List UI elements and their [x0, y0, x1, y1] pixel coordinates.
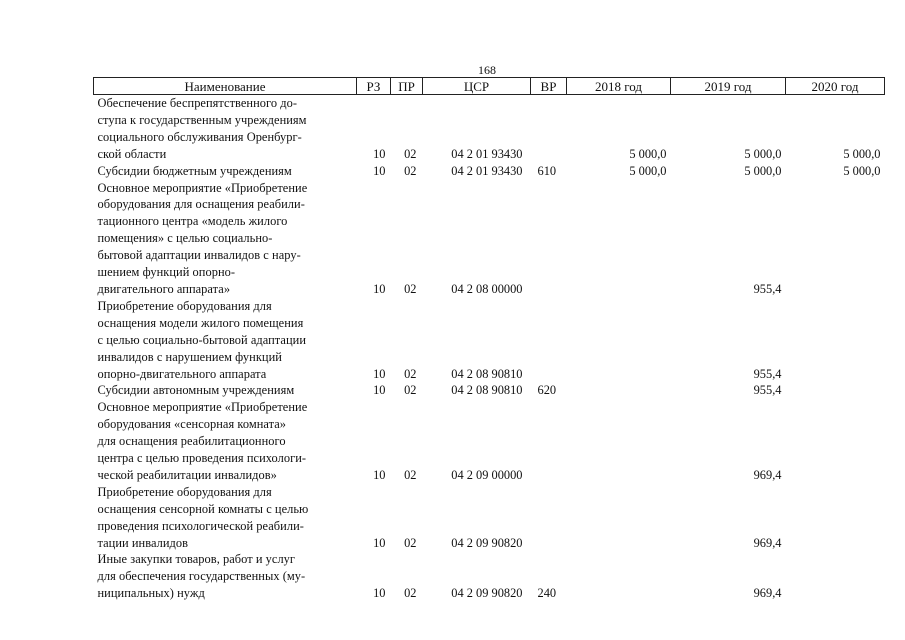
- row-name-line: оборудования «сенсорная комната»: [97, 417, 287, 432]
- cell-pr: 02: [404, 383, 417, 398]
- cell-rz: 10: [373, 281, 386, 296]
- budget-table: [93, 77, 885, 602]
- table-body: [94, 95, 885, 603]
- cell-y2020: [786, 399, 885, 484]
- row-name-line: ческой реабилитации инвалидов»: [97, 467, 277, 482]
- cell-y2020: [786, 551, 885, 602]
- row-name-line: центра с целью проведения психологи-: [97, 451, 307, 466]
- table-row: [94, 180, 885, 298]
- cell-y2019: 5 000,0: [744, 163, 782, 178]
- cell-y2020: [786, 382, 885, 399]
- header-rz: РЗ: [357, 78, 391, 95]
- cell-pr: 02: [404, 467, 417, 482]
- row-name-line: проведения психологической реабили-: [97, 518, 304, 533]
- row-name-line: опорно-двигательного аппарата: [97, 366, 267, 381]
- row-name-line: оснащения сенсорной комнаты с целью: [97, 501, 309, 516]
- cell-csr: 04 2 08 90810: [451, 383, 523, 398]
- cell-csr: 04 2 09 00000: [451, 467, 523, 482]
- cell-csr: 04 2 09 90820: [451, 586, 523, 601]
- cell-y2019: 969,4: [753, 535, 782, 550]
- row-name-line: бытовой адаптации инвалидов с нару-: [97, 248, 301, 263]
- row-name: [94, 399, 357, 484]
- cell-y2018: [567, 180, 671, 298]
- row-name: [94, 298, 357, 383]
- row-name-line: с целью социально-бытовой адаптации: [97, 332, 307, 347]
- row-name-line: ступа к государственным учреждениям: [97, 112, 307, 127]
- header-pr: ПР: [391, 78, 423, 95]
- cell-pr: 02: [404, 146, 417, 161]
- table-row: [94, 399, 885, 484]
- table-row: [94, 484, 885, 552]
- row-name-line: инвалидов с нарушением функций: [97, 349, 282, 364]
- cell-vr: 240: [537, 586, 557, 601]
- row-name-line: Приобретение оборудования для: [97, 484, 272, 499]
- cell-y2019: 955,4: [753, 366, 782, 381]
- row-name-line: социального обслуживания Оренбург-: [97, 129, 302, 144]
- cell-csr: 04 2 09 90820: [451, 535, 523, 550]
- cell-vr: 610: [537, 163, 557, 178]
- cell-y2019: 955,4: [753, 383, 782, 398]
- row-name-line: Субсидии бюджетным учреждениям: [97, 163, 292, 178]
- row-name-line: Приобретение оборудования для: [97, 298, 272, 313]
- cell-y2018: [567, 382, 671, 399]
- cell-vr: 620: [537, 383, 557, 398]
- row-name-line: Субсидии автономным учреждениям: [97, 383, 295, 398]
- row-name-line: для обеспечения государственных (му-: [97, 569, 306, 584]
- row-name-line: Основное мероприятие «Приобретение: [97, 400, 308, 415]
- cell-y2018: [567, 484, 671, 552]
- header-vr: ВР: [531, 78, 567, 95]
- cell-pr: 02: [404, 535, 417, 550]
- row-name: [94, 163, 357, 180]
- cell-csr: 04 2 01 93430: [451, 146, 523, 161]
- cell-rz: 10: [373, 146, 386, 161]
- cell-rz: 10: [373, 467, 386, 482]
- cell-y2018: [567, 399, 671, 484]
- row-name-line: двигательного аппарата»: [97, 281, 231, 296]
- cell-y2019: 955,4: [753, 281, 782, 296]
- cell-pr: 02: [404, 281, 417, 296]
- cell-y2020: 5 000,0: [843, 146, 881, 161]
- cell-vr: [531, 95, 567, 163]
- row-name-line: помещения» с целью социально-: [97, 231, 273, 246]
- row-name-line: ской области: [97, 146, 167, 161]
- cell-y2018: [567, 298, 671, 383]
- row-name: [94, 180, 357, 298]
- table-row: [94, 382, 885, 399]
- cell-y2020: 5 000,0: [843, 163, 881, 178]
- page-number: 168: [478, 63, 496, 77]
- cell-pr: 02: [404, 586, 417, 601]
- cell-y2018: 5 000,0: [629, 146, 667, 161]
- header-2018: 2018 год: [567, 78, 671, 95]
- table-row: [94, 95, 885, 163]
- row-name-line: ниципальных) нужд: [97, 586, 205, 601]
- cell-y2018: 5 000,0: [629, 163, 667, 178]
- row-name-line: Основное мероприятие «Приобретение: [97, 180, 308, 195]
- header-2019: 2019 год: [671, 78, 786, 95]
- row-name-line: Иные закупки товаров, работ и услуг: [97, 552, 296, 567]
- row-name: [94, 484, 357, 552]
- cell-vr: [531, 484, 567, 552]
- header-csr: ЦСР: [423, 78, 531, 95]
- cell-csr: 04 2 08 90810: [451, 366, 523, 381]
- table-row: [94, 298, 885, 383]
- header-name: Наименование: [94, 78, 357, 95]
- row-name-line: тации инвалидов: [97, 535, 189, 550]
- cell-y2018: [567, 551, 671, 602]
- cell-rz: 10: [373, 366, 386, 381]
- cell-y2019: 5 000,0: [744, 146, 782, 161]
- cell-rz: 10: [373, 535, 386, 550]
- row-name: [94, 95, 357, 163]
- cell-rz: 10: [373, 383, 386, 398]
- header-row: [94, 78, 885, 95]
- cell-vr: [531, 298, 567, 383]
- cell-y2019: 969,4: [753, 467, 782, 482]
- cell-pr: 02: [404, 163, 417, 178]
- table-row: [94, 551, 885, 602]
- row-name: [94, 551, 357, 602]
- row-name-line: шением функций опорно-: [97, 265, 236, 280]
- row-name-line: для оснащения реабилитационного: [97, 434, 286, 449]
- budget-table-container: [93, 77, 884, 602]
- cell-y2019: 969,4: [753, 586, 782, 601]
- cell-rz: 10: [373, 163, 386, 178]
- cell-rz: 10: [373, 586, 386, 601]
- row-name-line: оборудования для оснащения реабили-: [97, 197, 305, 212]
- cell-y2020: [786, 484, 885, 552]
- cell-vr: [531, 180, 567, 298]
- row-name-line: Обеспечение беспрепятственного до-: [97, 96, 298, 110]
- cell-csr: 04 2 01 93430: [451, 163, 523, 178]
- cell-vr: [531, 399, 567, 484]
- header-2020: 2020 год: [786, 78, 885, 95]
- cell-y2020: [786, 180, 885, 298]
- row-name: [94, 382, 357, 399]
- cell-csr: 04 2 08 00000: [451, 281, 523, 296]
- row-name-line: оснащения модели жилого помещения: [97, 315, 304, 330]
- row-name-line: тационного центра «модель жилого: [97, 214, 288, 229]
- cell-y2020: [786, 298, 885, 383]
- table-row: [94, 163, 885, 180]
- cell-pr: 02: [404, 366, 417, 381]
